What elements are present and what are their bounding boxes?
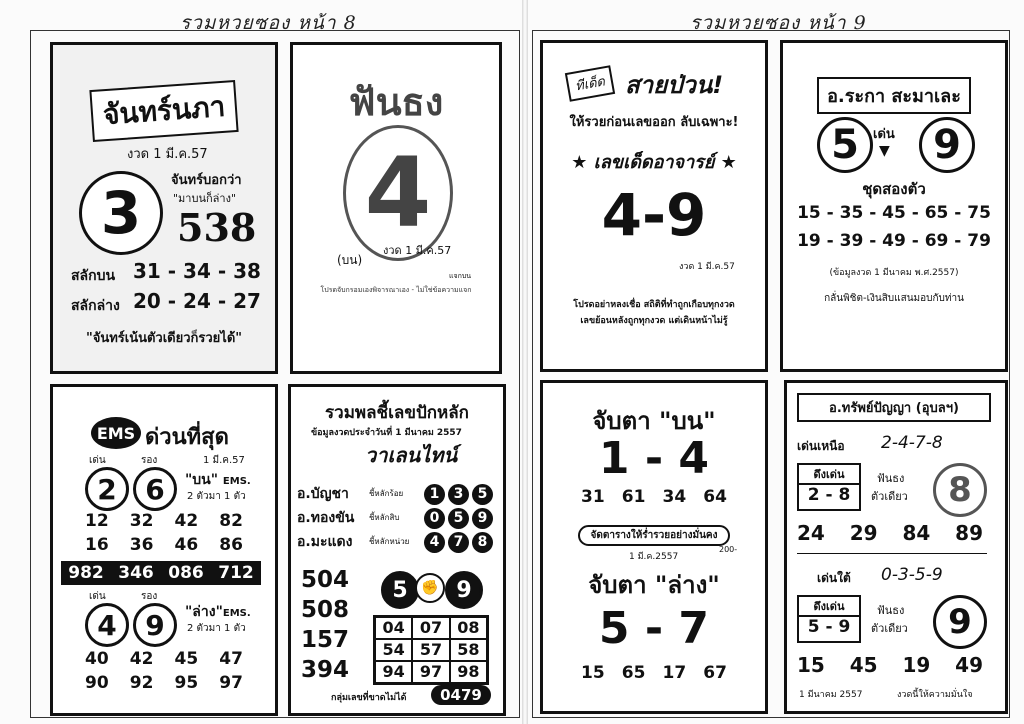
sap-top-row (797, 521, 983, 545)
sap-number: 29 (849, 521, 878, 545)
jab-top-pair: 1 - 4 (598, 433, 710, 484)
ems-number: 97 (219, 673, 243, 693)
card-raka-samale (780, 40, 1008, 372)
sai-subtitle: ★ เลขเด็ดอาจารย์ ★ (571, 152, 737, 173)
ems-number: 92 (129, 673, 154, 693)
sap-top-fan: ฟันธง (877, 472, 905, 485)
grid-cell: 58 (450, 639, 487, 661)
ems-number: 46 (174, 535, 199, 555)
ems-draw: 1 มี.ค.57 (203, 455, 245, 466)
ruam-source: ข้อมูลงวดประจำวันที่ 1 มีนาคม 2557 (311, 428, 462, 438)
chan-says: จันทร์บอกว่า (171, 173, 242, 188)
ems-top-a: 2 (85, 467, 129, 511)
ruam-teacher-3-role: ชี้หลักหน่วย (369, 537, 410, 546)
ems-number: 42 (174, 511, 199, 531)
grid-cell: 98 (450, 661, 487, 683)
card-jab-ta (540, 380, 768, 714)
ruam-teacher-1-role: ชี้หลักร้อย (369, 489, 404, 498)
digit-ball: 5 (448, 508, 469, 529)
sap-number: 84 (902, 521, 931, 545)
sap-bottom-row (797, 653, 983, 677)
ems-bar-number: 086 (168, 563, 204, 583)
chan-top-values: 31 - 34 - 38 (133, 259, 261, 283)
ems-top-kind-text: "บน" (185, 472, 219, 488)
ems-top-row-2 (85, 535, 243, 555)
digit-ball: 3 (448, 484, 469, 505)
sap-bottom-label: เด่นใต้ (817, 571, 851, 585)
sap-top-digit: 8 (933, 463, 987, 517)
sap-number: 24 (797, 521, 825, 545)
sap-top-single: ตัวเดียว (871, 490, 908, 503)
sai-footer2: เลขย้อนหลังถูกทุกงวด แต่เดินหน้าไม่รู้ (580, 316, 728, 326)
sap-top-box (797, 463, 861, 511)
raka-left-digit: 5 (817, 117, 873, 173)
ems-second-label-2: รอง (141, 591, 158, 602)
chan-draw: งวด 1 มี.ค.57 (127, 147, 208, 162)
ems-bar-number: 712 (218, 563, 254, 583)
ems-number: 86 (219, 535, 243, 555)
raka-footer: กลั่นพิชิต-เงินสิบแสนมอบกับท่าน (824, 293, 964, 304)
jab-number: 34 (662, 487, 687, 507)
ruam-teacher-2-role: ชี้หลักสิบ (369, 513, 400, 522)
grid-cell: 57 (412, 639, 449, 661)
phan-footer: โปรดจับกรอมเองพิจารณาเอง - ไม่ใช่ข้อความแจก (320, 286, 472, 294)
jab-bottom-row (581, 663, 727, 683)
jab-bottom-pair: 5 - 7 (598, 603, 710, 654)
ems-number: 36 (129, 535, 154, 555)
digit-ball: 0 (424, 508, 445, 529)
digit-ball: 8 (472, 532, 493, 553)
digit-ball: 9 (472, 508, 493, 529)
jab-top-title: จับตา "บน" (592, 407, 716, 435)
chan-big-digit: 3 (79, 171, 163, 255)
ems-bottom-kind-sub: EMS. (222, 608, 251, 619)
ems-badge: EMS (91, 417, 141, 449)
sap-number: 89 (955, 521, 983, 545)
ruam-teacher-3-name: อ.มะแดง (297, 534, 353, 550)
ems-bar-number: 982 (68, 563, 104, 583)
card-phan-thong (290, 42, 502, 374)
ems-second-label: รอง (141, 455, 158, 466)
ruam-teacher-1-digits (421, 483, 493, 505)
grid-cell: 97 (412, 661, 449, 683)
sap-divider (797, 553, 987, 554)
ruam-footer-num: 0479 (431, 685, 491, 705)
card-ruam-phon (288, 384, 506, 716)
ruam-ball-left: 5 (381, 571, 419, 609)
raka-title: อ.ระกา สะมาเละ (817, 77, 971, 114)
sap-bottom-fan: ฟันธง (877, 604, 905, 617)
digit-ball: 7 (448, 532, 469, 553)
chan-bottom-label: สลักล่าง (71, 298, 120, 314)
ems-top-b: 6 (133, 467, 177, 511)
sap-number: 15 (797, 653, 825, 677)
right-page-header: รวมหวยซอง หน้า 9 (690, 12, 867, 34)
ems-number: 47 (219, 649, 243, 669)
ruam-triple-2: 508 (301, 597, 350, 623)
sap-bottom-seq: 0-3-5-9 (881, 565, 943, 585)
jab-draw: 1 มี.ค.2557 (629, 552, 679, 562)
sap-bottom-box-value: 5 - 9 (799, 615, 859, 637)
ems-number: 45 (174, 649, 199, 669)
chan-footer: "จันทร์เน้นตัวเดียวก็รวยได้" (85, 331, 243, 346)
jab-number: 67 (703, 663, 727, 683)
ruam-triple-1: 504 (301, 567, 350, 593)
ems-lead-label: เด่น (89, 455, 106, 466)
jab-number: 31 (581, 487, 605, 507)
sap-top-box-value: 2 - 8 (799, 483, 859, 505)
ems-top-kind-sub: EMS. (222, 476, 251, 487)
digit-ball: 5 (472, 484, 493, 505)
ruam-brand: วาเลนไทน์ (365, 443, 458, 467)
left-page-header: รวมหวยซอง หน้า 8 (180, 12, 357, 34)
sai-tagline: ให้รวยก่อนเลขออก ลับเฉพาะ! (569, 115, 739, 130)
sap-bottom-single: ตัวเดียว (871, 622, 908, 635)
ems-lead-label-2: เด่น (89, 591, 106, 602)
ruam-triple-4: 394 (301, 657, 350, 683)
digit-ball: 4 (424, 532, 445, 553)
ems-top-note: 2 ตัวมา 1 ตัว (187, 491, 246, 502)
ems-bottom-kind (185, 601, 251, 623)
jab-number: 65 (621, 663, 646, 683)
jab-number: 64 (703, 487, 727, 507)
sap-footer-text: งวดนี้ให้ความมั่นใจ (897, 690, 973, 700)
sap-bottom-digit: 9 (933, 595, 987, 649)
down-arrow-icon: ▼ (879, 143, 890, 159)
phan-label: (บน) (337, 253, 363, 267)
chan-top-label: สลักบน (71, 268, 116, 284)
chan-triple: 538 (177, 205, 257, 250)
raka-right-digit: 9 (919, 117, 975, 173)
ems-bar-number: 346 (118, 563, 154, 583)
sai-tag: ทีเด็ด (565, 65, 615, 102)
ems-bottom-row-2 (85, 673, 243, 693)
phan-tiny-mark: แจกบน (449, 272, 472, 280)
sai-title: สายป่วน! (625, 71, 724, 99)
jab-top-row (581, 487, 727, 507)
ems-bottom-note: 2 ตัวมา 1 ตัว (187, 623, 246, 634)
ems-number: 90 (85, 673, 109, 693)
jab-price: 200- (719, 545, 738, 554)
card-sap-panya (784, 380, 1008, 714)
raka-set-label: ชุดสองตัว (862, 180, 926, 198)
ruam-teacher-2-name: อ.ทองขัน (297, 510, 355, 526)
sap-number: 19 (902, 653, 931, 677)
card-sai-puan (540, 40, 768, 372)
ruam-title: รวมพลชี้เลขปักหลัก (325, 403, 469, 423)
ruam-teacher-2-digits (421, 507, 493, 529)
sap-number: 45 (849, 653, 878, 677)
chan-quote: "มาบนก็ล่าง" (173, 192, 236, 205)
grid-cell: 08 (450, 617, 487, 639)
ems-bottom-kind-text: "ล่าง" (185, 604, 223, 620)
hand-icon: ✊ (415, 573, 445, 603)
ems-number: 16 (85, 535, 109, 555)
sap-bottom-box (797, 595, 861, 643)
ems-black-bar (61, 561, 261, 585)
grid-cell: 04 (375, 617, 412, 639)
ruam-ball-right: 9 (445, 571, 483, 609)
sap-top-label: เด่นเหนือ (797, 439, 845, 453)
ruam-teacher-3-digits (421, 531, 493, 553)
grid-cell: 54 (375, 639, 412, 661)
sap-bottom-box-label: ดึงเด่น (813, 600, 845, 613)
ruam-footer-label: กลุ่มเลขที่ขาดไม่ได้ (331, 693, 407, 703)
grid-cell: 94 (375, 661, 412, 683)
ems-number: 95 (174, 673, 199, 693)
ems-bottom-a: 4 (85, 603, 129, 647)
ems-top-row-1 (85, 511, 243, 531)
ems-number: 12 (85, 511, 109, 531)
sai-draw: งวด 1 มี.ค.57 (679, 262, 735, 272)
sai-pair: 4-9 (601, 181, 707, 249)
sap-footer-date: 1 มีนาคม 2557 (799, 690, 863, 700)
ems-number: 40 (85, 649, 109, 669)
sap-number: 49 (955, 653, 983, 677)
sai-footer1: โปรดอย่าหลงเชื่อ สถิติที่ทำถูกเกือบทุกงวด (573, 300, 735, 310)
sap-top-box-label: ดึงเด่น (813, 468, 845, 481)
sap-title: อ.ทรัพย์ปัญญา (อุบลฯ) (797, 393, 991, 422)
ems-bottom-row-1 (85, 649, 243, 669)
ems-top-kind (185, 469, 251, 491)
ems-number: 32 (129, 511, 154, 531)
ruam-number-grid (373, 615, 489, 685)
ruam-teacher-1-name: อ.บัญชา (297, 486, 349, 502)
phan-big-digit: 4 (343, 125, 453, 261)
jab-banner: จัดตารางให้ร่ำรวยอย่างมั่นคง (578, 525, 729, 546)
jab-number: 17 (662, 663, 687, 683)
digit-ball: 1 (424, 484, 445, 505)
ems-number: 82 (219, 511, 243, 531)
chan-bottom-values: 20 - 24 - 27 (133, 289, 261, 313)
sap-top-seq: 2-4-7-8 (881, 433, 943, 453)
chan-title: จันทร์นภา (89, 80, 239, 142)
raka-mid-label: เด่น (873, 127, 895, 142)
phan-title: ฟันธง (348, 80, 444, 124)
ems-number: 42 (129, 649, 154, 669)
raka-row1: 15 - 35 - 45 - 65 - 75 (797, 203, 991, 223)
ems-bottom-b: 9 (133, 603, 177, 647)
page-gutter (522, 0, 528, 724)
grid-cell: 07 (412, 617, 449, 639)
jab-bottom-title: จับตา "ล่าง" (588, 571, 720, 599)
ems-title: ด่วนที่สุด (145, 425, 229, 450)
raka-note: (ข้อมูลงวด 1 มีนาคม พ.ศ.2557) (829, 268, 959, 278)
jab-number: 15 (581, 663, 605, 683)
card-chan-napa (50, 42, 278, 374)
phan-draw: งวด 1 มี.ค.57 (383, 244, 452, 257)
card-ems (50, 384, 278, 716)
raka-row2: 19 - 39 - 49 - 69 - 79 (797, 231, 991, 251)
jab-number: 61 (621, 487, 646, 507)
ruam-triple-3: 157 (301, 627, 350, 653)
